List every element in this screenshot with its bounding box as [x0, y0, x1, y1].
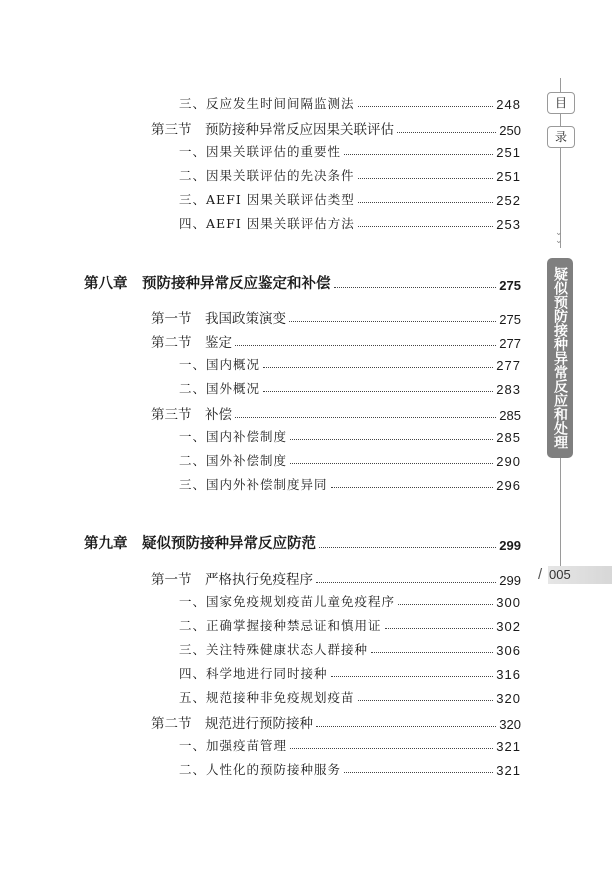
toc-entry-title: 一、国内概况 — [179, 357, 261, 372]
toc-entry-title: 第二节 规范进行预防接种 — [151, 716, 313, 732]
toc-entry-page: 277 — [496, 358, 521, 373]
dot-leader — [235, 417, 496, 418]
toc-entry-page: 285 — [496, 430, 521, 445]
side-char-box — [547, 126, 575, 148]
toc-entry-page: 296 — [496, 478, 521, 493]
toc-entry-page: 251 — [496, 145, 521, 160]
toc-entry — [151, 712, 521, 732]
toc-entry — [151, 568, 521, 588]
toc-entry-page: 320 — [499, 717, 521, 732]
chevron-down-icon: ⌄ — [555, 236, 563, 246]
side-char-lu: 录 — [554, 130, 567, 144]
dot-leader — [358, 106, 494, 107]
toc-entry-page: 300 — [496, 595, 521, 610]
dot-leader — [290, 439, 493, 440]
toc-entry — [151, 331, 521, 351]
dot-leader — [358, 178, 494, 179]
toc-entry — [179, 142, 521, 160]
dot-leader — [316, 726, 496, 727]
dot-leader — [344, 154, 493, 155]
dot-leader — [371, 652, 493, 653]
toc-entry-page: 275 — [499, 312, 521, 327]
toc-entry-title: 一、因果关联评估的重要性 — [179, 144, 342, 159]
toc-entry-title: 第八章 预防接种异常反应鉴定和补偿 — [84, 275, 331, 292]
slash-decoration: / — [538, 566, 543, 583]
toc-entry-title: 三、反应发生时间间隔监测法 — [179, 96, 355, 111]
toc-entry-title: 第三节 补偿 — [151, 407, 232, 423]
book-title-tab — [547, 258, 573, 458]
toc-entry-title: 一、国内补偿制度 — [179, 429, 288, 444]
toc-entry — [179, 355, 521, 373]
toc-entry — [179, 94, 521, 112]
toc-entry — [151, 118, 521, 138]
toc-entry-page: 252 — [496, 193, 521, 208]
toc-entry — [179, 166, 521, 184]
toc-entry — [179, 379, 521, 397]
toc-entry-title: 三、国内外补偿制度异同 — [179, 477, 328, 492]
dot-leader — [397, 132, 496, 133]
toc-entry — [179, 688, 521, 706]
dot-leader — [331, 676, 494, 677]
toc-entry-page: 275 — [499, 278, 521, 293]
dot-leader — [334, 287, 497, 288]
toc-entry-page: 251 — [496, 169, 521, 184]
dot-leader — [358, 202, 494, 203]
toc-entry-title: 二、人性化的预防接种服务 — [179, 762, 342, 777]
toc-entry-page: 250 — [499, 123, 521, 138]
toc-entry-title: 二、因果关联评估的先决条件 — [179, 168, 355, 183]
toc-entry-title: 第一节 我国政策演变 — [151, 311, 286, 327]
dot-leader — [290, 463, 493, 464]
toc-entry-title: 三、AEFI 因果关联评估类型 — [179, 192, 355, 207]
toc-entry-page: 248 — [496, 97, 521, 112]
side-char-box — [547, 92, 575, 114]
toc-entry — [179, 640, 521, 658]
toc-entry-page: 321 — [496, 739, 521, 754]
toc-entry-page: 306 — [496, 643, 521, 658]
dot-leader — [235, 345, 496, 346]
dot-leader — [319, 547, 496, 548]
toc-entry — [151, 403, 521, 423]
toc-entry-title: 第一节 严格执行免疫程序 — [151, 572, 313, 588]
dot-leader — [385, 628, 494, 629]
page-number: 005 — [549, 567, 571, 582]
toc-entry — [179, 427, 521, 445]
dot-leader — [398, 604, 493, 605]
toc-entry-page: 299 — [499, 538, 521, 553]
chevron-down-icon: ⌄ — [555, 228, 563, 238]
toc-entry — [179, 475, 521, 493]
toc-entry-title: 五、规范接种非免疫规划疫苗 — [179, 690, 355, 705]
toc-entry — [179, 451, 521, 469]
dot-leader — [358, 226, 494, 227]
toc-chapter — [84, 272, 521, 293]
toc-entry-title: 第二节 鉴定 — [151, 335, 232, 351]
toc-entry-page: 253 — [496, 217, 521, 232]
toc-entry-title: 四、科学地进行同时接种 — [179, 666, 328, 681]
toc-entry-page: 299 — [499, 573, 521, 588]
toc-chapter — [84, 532, 521, 553]
toc-entry-page: 283 — [496, 382, 521, 397]
toc-entry-title: 一、加强疫苗管理 — [179, 738, 288, 753]
dot-leader — [263, 367, 493, 368]
toc-entry — [179, 190, 521, 208]
dot-leader — [331, 487, 494, 488]
dot-leader — [358, 700, 494, 701]
toc-entry-page: 285 — [499, 408, 521, 423]
dot-leader — [344, 772, 493, 773]
toc-entry-title: 二、国外补偿制度 — [179, 453, 288, 468]
dot-leader — [263, 391, 493, 392]
toc-entry-page: 321 — [496, 763, 521, 778]
toc-entry-title: 一、国家免疫规划疫苗儿童免疫程序 — [179, 594, 396, 609]
dot-leader — [290, 748, 493, 749]
toc-entry-title: 二、国外概况 — [179, 381, 261, 396]
toc-entry — [179, 760, 521, 778]
toc-entry-title: 三、关注特殊健康状态人群接种 — [179, 642, 369, 657]
toc-entry-title: 二、正确掌握接种禁忌证和慎用证 — [179, 618, 382, 633]
toc-entry — [179, 664, 521, 682]
toc-entry-page: 316 — [496, 667, 521, 682]
toc-entry-page: 290 — [496, 454, 521, 469]
dot-leader — [289, 321, 496, 322]
toc-entry-page: 277 — [499, 336, 521, 351]
toc-entry — [179, 214, 521, 232]
toc-entry-title: 四、AEFI 因果关联评估方法 — [179, 216, 355, 231]
toc-entry — [179, 736, 521, 754]
toc-entry-title: 第九章 疑似预防接种异常反应防范 — [84, 535, 316, 552]
side-rule — [560, 458, 561, 566]
book-title: 疑似预防接种异常反应和处理 — [552, 267, 568, 449]
toc-entry-page: 320 — [496, 691, 521, 706]
toc-entry — [179, 616, 521, 634]
toc-entry — [151, 307, 521, 327]
toc-entry-title: 第三节 预防接种异常反应因果关联评估 — [151, 122, 394, 138]
dot-leader — [316, 582, 496, 583]
toc-entry — [179, 592, 521, 610]
toc-entry-page: 302 — [496, 619, 521, 634]
side-char-mu: 目 — [554, 96, 567, 110]
